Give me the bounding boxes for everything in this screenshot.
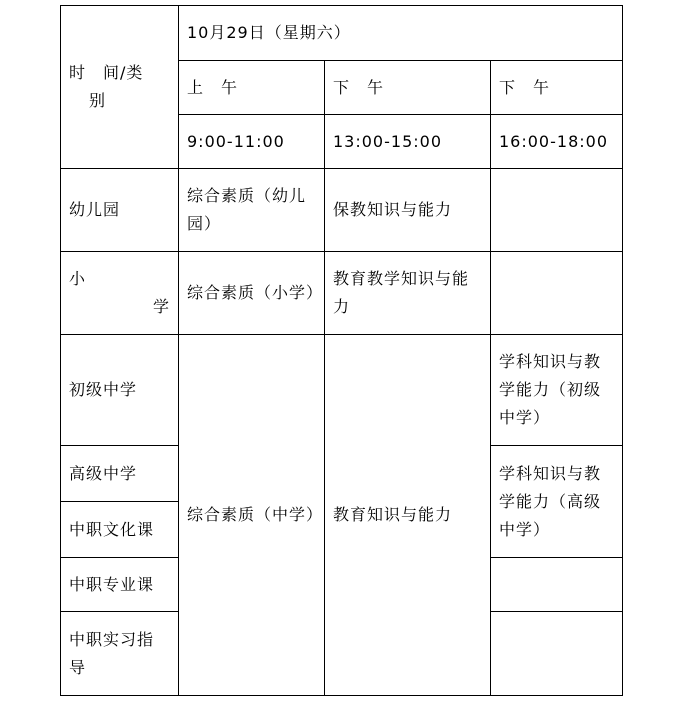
junior-middle-session-3: 学科知识与教学能力（初级中学） bbox=[491, 335, 623, 446]
vocational-practice-session-3 bbox=[491, 612, 623, 696]
kindergarten-session-1: 综合素质（幼儿园） bbox=[179, 169, 325, 252]
category-kindergarten: 幼儿园 bbox=[61, 169, 179, 252]
junior-middle-row bbox=[61, 335, 623, 446]
middle-session-2: 教育知识与能力 bbox=[325, 335, 491, 696]
header-date-row bbox=[61, 6, 623, 61]
date-header-cell: 10月29日（星期六） bbox=[179, 6, 623, 61]
kindergarten-row bbox=[61, 169, 623, 252]
middle-session-1: 综合素质（中学） bbox=[179, 335, 325, 696]
period-time-2: 13:00-15:00 bbox=[325, 115, 491, 169]
period-label-3: 下 午 bbox=[491, 61, 623, 115]
period-label-1: 上 午 bbox=[179, 61, 325, 115]
category-vocational-major: 中职专业课 bbox=[61, 558, 179, 612]
category-primary bbox=[61, 252, 179, 335]
vocational-major-session-3 bbox=[491, 558, 623, 612]
period-time-1: 9:00-11:00 bbox=[179, 115, 325, 169]
category-senior-middle: 高级中学 bbox=[61, 446, 179, 502]
corner-header-cell bbox=[61, 6, 179, 169]
primary-session-2: 教育教学知识与能力 bbox=[325, 252, 491, 335]
kindergarten-session-2: 保教知识与能力 bbox=[325, 169, 491, 252]
corner-header-line2: 别 bbox=[89, 91, 107, 110]
category-primary-line2: 学 bbox=[152, 297, 170, 316]
primary-session-1: 综合素质（小学） bbox=[179, 252, 325, 335]
senior-vocational-session-3: 学科知识与教学能力（高级中学） bbox=[491, 446, 623, 558]
category-vocational-practice: 中职实习指导 bbox=[61, 612, 179, 696]
corner-header-line1: 时 间/类 bbox=[69, 63, 144, 82]
exam-schedule-table bbox=[60, 5, 623, 696]
primary-session-3 bbox=[491, 252, 623, 335]
period-label-2: 下 午 bbox=[325, 61, 491, 115]
category-junior-middle: 初级中学 bbox=[61, 335, 179, 446]
category-vocational-culture: 中职文化课 bbox=[61, 502, 179, 558]
kindergarten-session-3 bbox=[491, 169, 623, 252]
category-primary-line1: 小 bbox=[69, 269, 87, 288]
primary-row bbox=[61, 252, 623, 335]
period-time-3: 16:00-18:00 bbox=[491, 115, 623, 169]
